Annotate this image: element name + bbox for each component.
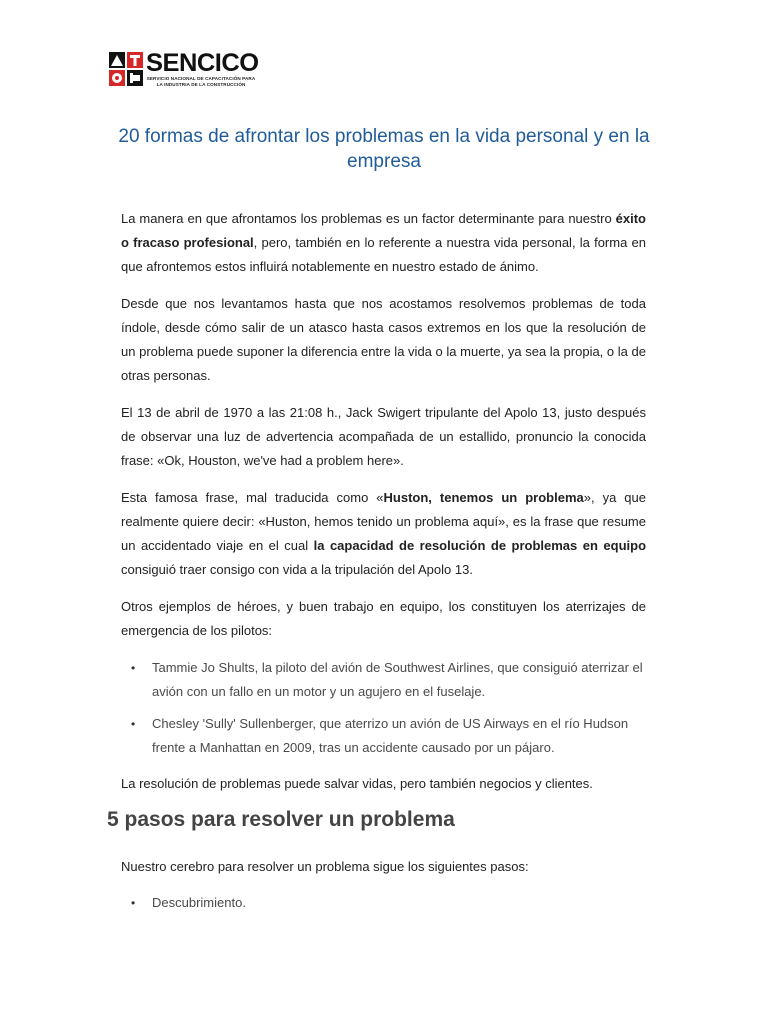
list-item (131, 656, 662, 704)
steps-list (121, 891, 646, 915)
p4-text-e: consiguió traer consigo con vida a la tripulación del Apolo 13. (121, 562, 473, 577)
bullet-icon: • (131, 661, 136, 675)
document-title: 20 formas de afrontar los problemas en la vida personal y en la empresa (118, 126, 650, 172)
p1-text-a: La manera en que afrontamos los problemas es un factor determinante para nuestro (121, 211, 616, 226)
sencico-logo (108, 51, 258, 89)
logo-icon (108, 51, 144, 87)
paragraph-2: Desde que nos levantamos hasta que nos acostamos resolvemos problemas de toda índole, desde cómo salir de un atasco hasta casos extremos en los que la resolución de un problema puede suponer la diferencia entre la vida o la muerte, ya sea la propia, o la de otras personas. (121, 296, 646, 383)
document-body (121, 207, 646, 809)
paragraph-6: La resolución de problemas puede salvar vidas, pero también negocios y clientes. (121, 776, 593, 791)
paragraph-3: El 13 de abril de 1970 a las 21:08 h., Jack Swigert tripulante del Apolo 13, justo después de observar una luz de advertencia acompañada de un estallido, pronuncio la conocida frase: «Ok, Houston, we've had a problem here». (121, 405, 646, 468)
p4-bold-1: Huston, tenemos un problema (383, 490, 584, 505)
pilot-list (121, 656, 662, 760)
paragraph-5: Otros ejemplos de héroes, y buen trabajo en equipo, los constituyen los aterrizajes de emergencia de los pilotos: (121, 599, 646, 638)
p1-bold: éxito o fracaso profesional (121, 211, 646, 250)
p4-bold-2: la capacidad de resolución de problemas en equipo (313, 538, 647, 553)
section-heading: 5 pasos para resolver un problema (107, 808, 455, 831)
section-intro: Nuestro cerebro para resolver un problema sigue los siguientes pasos: (121, 859, 529, 874)
bullet-icon: • (131, 896, 136, 910)
bullet-icon: • (131, 717, 136, 731)
list-item-text: Chesley 'Sully' Sullenberger, que aterrizo un avión de US Airways en el río Hudson frente a Manhattan en 2009, tras un accidente causado por un pájaro. (152, 716, 629, 755)
logo-subtitle: SERVICIO NACIONAL DE CAPACITACIÓN PARA LA INDUSTRIA DE LA CONSTRUCCIÓN (146, 76, 256, 87)
p1-text-c: , pero, también en lo referente a nuestra vida personal, la forma en que afrontemos estos influirá notablemente en nuestro estado de ánimo. (121, 235, 646, 274)
p4-text-c: », ya que realmente quiere decir: «Huston, hemos tenido un problema aquí», es la frase que resume un accidentado viaje en el cual (121, 490, 646, 553)
section-body (121, 855, 646, 915)
list-item-text: Descubrimiento. (152, 895, 246, 910)
p4-text-a: Esta famosa frase, mal traducida como « (121, 490, 384, 505)
list-item (131, 891, 646, 915)
list-item-text: Tammie Jo Shults, la piloto del avión de Southwest Airlines, que consiguió aterrizar el avión con un fallo en un motor y un agujero en el fuselaje. (152, 660, 643, 699)
list-item (131, 712, 662, 760)
paragraph-1 (121, 207, 646, 279)
logo-name: SENCICO (146, 49, 259, 77)
paragraph-4 (121, 486, 646, 582)
